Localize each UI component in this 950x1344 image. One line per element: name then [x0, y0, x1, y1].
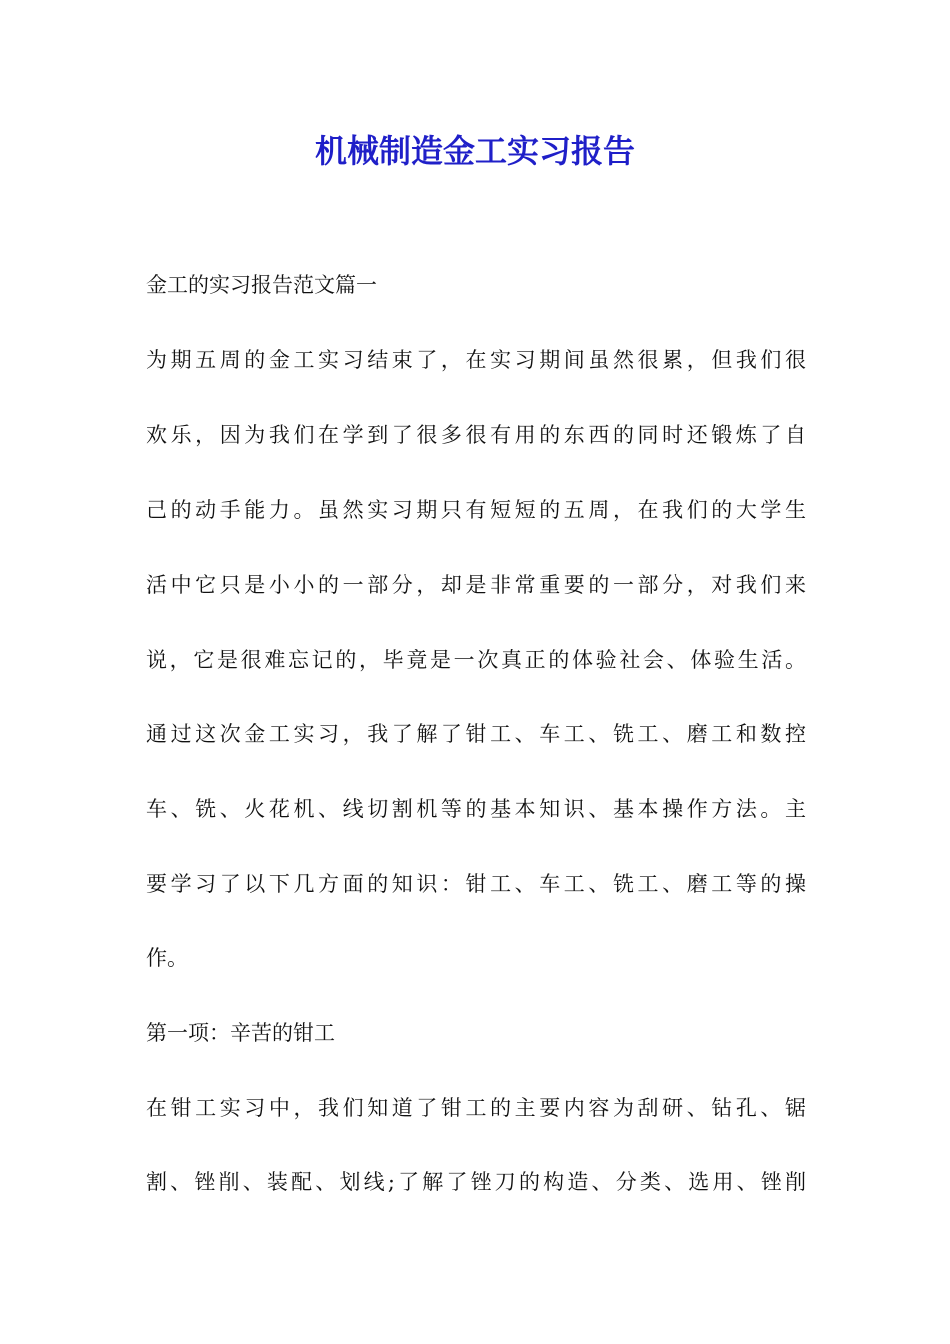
paragraph-line: 活中它只是小小的一部分，却是非常重要的一部分，对我们来: [146, 573, 806, 597]
paragraph-line: 为期五周的金工实习结束了，在实习期间虽然很累，但我们很: [146, 348, 806, 372]
section-heading: 第一项：辛苦的钳工: [146, 1021, 335, 1045]
section-heading: 金工的实习报告范文篇一: [146, 273, 377, 297]
paragraph-line: 欢乐，因为我们在学到了很多很有用的东西的同时还锻炼了自: [146, 423, 806, 447]
paragraph-line: 作。: [146, 946, 188, 970]
paragraph-line: 车、铣、火花机、线切割机等的基本知识、基本操作方法。主: [146, 797, 806, 821]
paragraph-line: 己的动手能力。虽然实习期只有短短的五周，在我们的大学生: [146, 498, 806, 522]
paragraph-line: 说，它是很难忘记的，毕竟是一次真正的体验社会、体验生活。: [146, 648, 806, 672]
paragraph-line: 要学习了以下几方面的知识：钳工、车工、铣工、磨工等的操: [146, 872, 806, 896]
paragraph-line: 通过这次金工实习，我了解了钳工、车工、铣工、磨工和数控: [146, 722, 806, 746]
paragraph-line: 在钳工实习中，我们知道了钳工的主要内容为刮研、钻孔、锯: [146, 1096, 806, 1120]
document-title: 机械制造金工实习报告: [314, 132, 635, 170]
paragraph-line: 割、锉削、装配、划线;了解了锉刀的构造、分类、选用、锉削: [146, 1170, 806, 1194]
